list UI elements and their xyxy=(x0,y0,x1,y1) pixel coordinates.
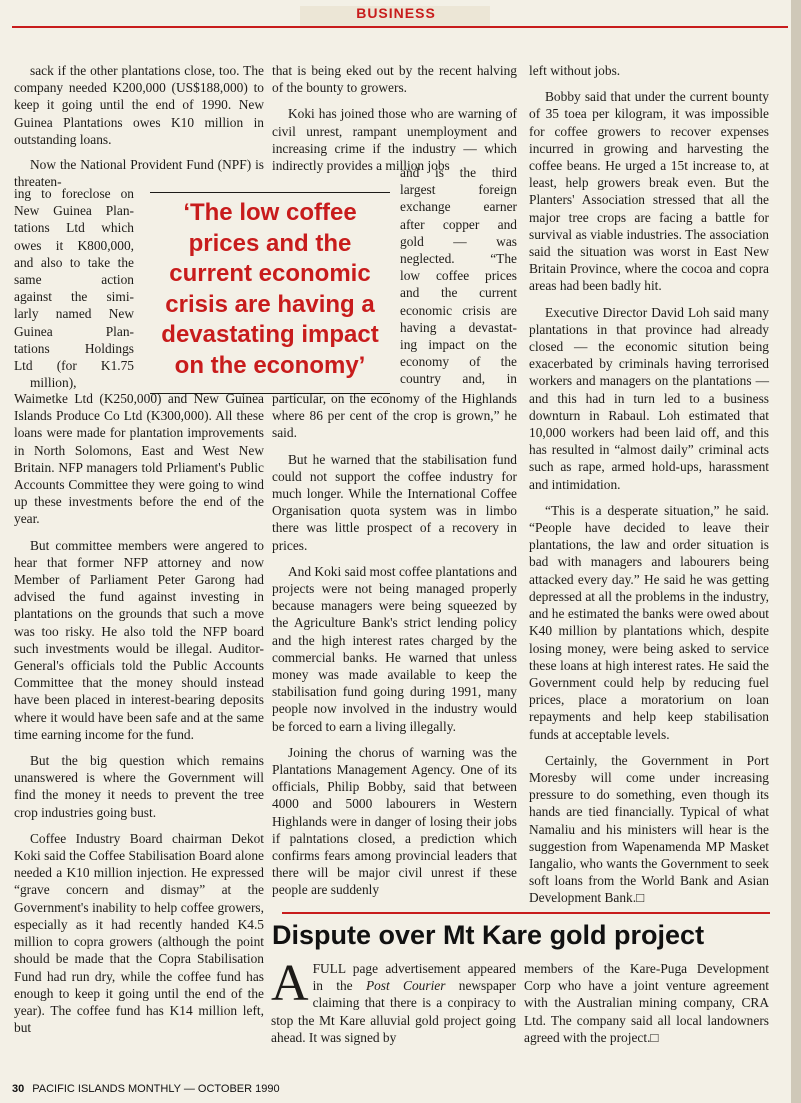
wrap-line: and is the third xyxy=(400,165,517,180)
wrap-line: larly named New xyxy=(14,306,134,322)
col3-paragraph: Executive Director David Loh said many plantations in that province had already closed — the economic sitution being exacerbated by criminals having terrorised workers and managers on the plantations — and this had in turn led to a business downturn in Rabaul. Loh estimated that 10,000 workers had been laid off, and this has resulted in “almost daily” criminal acts such as rape, armed hold-ups, harassment and intimidation. xyxy=(529,304,769,492)
story-body-right: members of the Kare-Puga Development Corp who have a joint venture agreement with the Australian mining company, CRA Ltd. The company said all local landowners agreed with the project.□ xyxy=(524,961,769,1045)
column-3 xyxy=(529,62,769,916)
page-number: 30 xyxy=(12,1083,25,1095)
wrap-line: million), xyxy=(30,375,77,391)
wrap-line: gold — was xyxy=(400,233,517,249)
wrap-line: Guinea Plan- xyxy=(14,323,134,339)
page-footer xyxy=(12,1083,280,1095)
col3-paragraph: “This is a desperate situation,” he said. “People have decided to leave their plantations, the law and order situation is bad with managers and labourers being attacked every day.” He said he was getting depressed at all the problems in the industry, and he estimated the banks were owed about K40 million by plantations which, despite losing money, were being asked to service these loans at high interest rates. He said the Government could help by reducing fuel prices, place a moratorium on loan repayments and help keep stabilisation funds at acceptable levels. xyxy=(529,502,769,742)
pull-quote xyxy=(150,192,390,394)
wrap-line: owes it K800,000, xyxy=(14,237,134,253)
story-text: newspaper claiming that there is a conpiracy to stop the Mt Kare alluvial gold project going ahead. It was signed by xyxy=(271,978,517,1045)
wrap-line: against the simi- xyxy=(14,289,134,305)
col2-paragraph: And Koki said most coffee plantations and projects were not being managed properly because managers were being squeezed by the Agriculture Bank's strict lending policy and the high interest rates charged by the commercial banks. He warned that unless money was made available to keep the stabilisation fund going during 1991, many people now involved in the industry would be forced to earn a living illegally. xyxy=(272,563,517,734)
wrap-line: ing to foreclose on xyxy=(14,186,134,201)
col1-npf-intro: Now the National Provident Fund (NPF) is threaten- xyxy=(14,157,264,190)
column-1-body xyxy=(14,390,264,1045)
story-headline: Dispute over Mt Kare gold project xyxy=(272,920,705,950)
col2-paragraph: Joining the chorus of warning was the Plantations Management Agency. One of its officials, Philip Bobby, said that between 4000 and 5000 labourers in Western Highlands were in danger of losing their jobs if palntations closed, a prediction which confirms fears among provincial leaders that there will be major civil unrest if these people are suddenly xyxy=(272,744,517,898)
col1-paragraph: Waimetke Ltd (K250,000) and New Guinea Islands Produce Co Ltd (K300,000). All these loans were made for plantation improvements in North Solomons, East and West New Britain. NFP managers told Prliament's Public Accounts Committee they were going to wind up these investments before the end of the year. xyxy=(14,391,264,527)
wrap-line: economy of the xyxy=(400,354,517,370)
col2-paragraph: But he warned that the stabilisation fund could not support the coffee industry for much longer. While the International Coffee Organisation quota system was in limbo there was little prospect of a recovery in prices. xyxy=(272,451,517,553)
wrap-line: and the current xyxy=(400,285,517,301)
col1-paragraph: But committee members were angered to hear that former NFP attorney and now Member of Parliament Peter Garong had advised the fund against investing in plantations on the grounds that such a move was too risky. He also told the NFP board such investments would be illegal. Auditor-General's officials told the Public Accounts Committee that the money should instead have been placed in interest-bearing deposits where it would have been safe and at the same time earning income for the fund. xyxy=(14,537,264,742)
wrap-line: low coffee prices xyxy=(400,268,517,284)
wrap-line: exchange earner xyxy=(400,199,517,215)
pull-quote-text: ‘The low coffee prices and the current economic crisis are having a devastating impact on the economy’ xyxy=(161,199,379,379)
wrap-line: Ltd (for K1.75 xyxy=(14,358,134,374)
wrap-line: same action xyxy=(14,272,134,288)
col2-paragraph: Koki has joined those who are warning of civil unrest, rampant unemployment and increasing crime if the industry — which indirectly provides a million jobs xyxy=(272,106,517,174)
wrap-line: tations Holdings xyxy=(14,340,134,356)
wrap-line: country and, in xyxy=(400,371,517,387)
story-text: FULL page advertisement appeared in the xyxy=(312,961,516,994)
col1-paragraph: But the big question which remains unanswered is where the Government will find the money it needs to prevent the tree crop industries going bust. xyxy=(14,753,264,820)
col2-paragraph: that is being eked out by the recent halving of the bounty to growers. xyxy=(272,63,517,96)
wrap-line: and also to take the xyxy=(14,254,134,270)
col3-paragraph: Bobby said that under the current bounty of 35 toea per kilogram, it was impossible for coffee growers to recover expenses incurred in growing and harvesting the coffee beans. He urged a 15t increase to, at least, help growers break even. But the Planters' Association stressed that all the major tree crops are facing a battle for survival as viable industries. The association said the situation was worst in East New Britain Province, where the cocoa and copra areas had been badly hit. xyxy=(529,89,769,294)
wrap-line: after copper and xyxy=(400,216,517,232)
publication-info: PACIFIC ISLANDS MONTHLY — OCTOBER 1990 xyxy=(32,1083,280,1095)
col1-paragraph: Coffee Industry Board chairman Dekot Koki said the Coffee Stabilisation Board alone needed a K10 million injection. He expressed “grave concern and dismay” at the Government's inability to help coffee growers, especially as it had recently handed K4.5 million to copra growers (although the point should be made that the Copra Stabilisation Fund had run dry, while the coffee fund has enough to keep it going until the end of the year). The coffee fund has K14 million left, but xyxy=(14,830,264,1036)
wrap-line: economic crisis are xyxy=(400,302,517,318)
wrap-line: ing impact on the xyxy=(400,337,517,353)
section-label: BUSINESS xyxy=(356,5,436,21)
wrap-line: New Guinea Plan- xyxy=(14,203,134,219)
wrap-line: having a devastat- xyxy=(400,319,517,335)
wrap-line: largest foreign xyxy=(400,182,517,198)
col3-paragraph: Certainly, the Government in Port Moresby will come under increasing pressure to do something, even though its hands are tied financially. Typical of what Namaliu and his ministers will hear is the suggestion from Wapenamenda MP Masket Iangalio, who wants the Government to seek soft loans from the World Bank and Asian Development Bank.□ xyxy=(529,752,769,906)
newspaper-name: Post Courier xyxy=(365,978,446,994)
story-body-left xyxy=(271,955,517,1046)
wrap-line: tations Ltd which xyxy=(14,220,134,236)
column-2-body xyxy=(272,390,517,908)
col2-paragraph: particular, on the economy of the Highlands where 86 per cent of the crop is grown,” he said. xyxy=(272,391,517,441)
col3-paragraph: left without jobs. xyxy=(529,63,621,78)
wrap-line: neglected. “The xyxy=(400,251,517,267)
column-1-top xyxy=(14,62,264,190)
col1-paragraph: sack if the other plantations close, too. The company needed K200,000 (US$188,000) to keep it going until the end of 1990. New Guinea Plantations owes K10 million in outstanding loans. xyxy=(14,63,264,147)
story-divider-rule xyxy=(282,912,770,914)
column-2-wrap xyxy=(400,164,517,388)
column-1-wrap xyxy=(14,185,134,391)
page-edge xyxy=(791,0,801,1103)
drop-cap: A xyxy=(271,955,309,1012)
header-rule xyxy=(12,26,788,28)
